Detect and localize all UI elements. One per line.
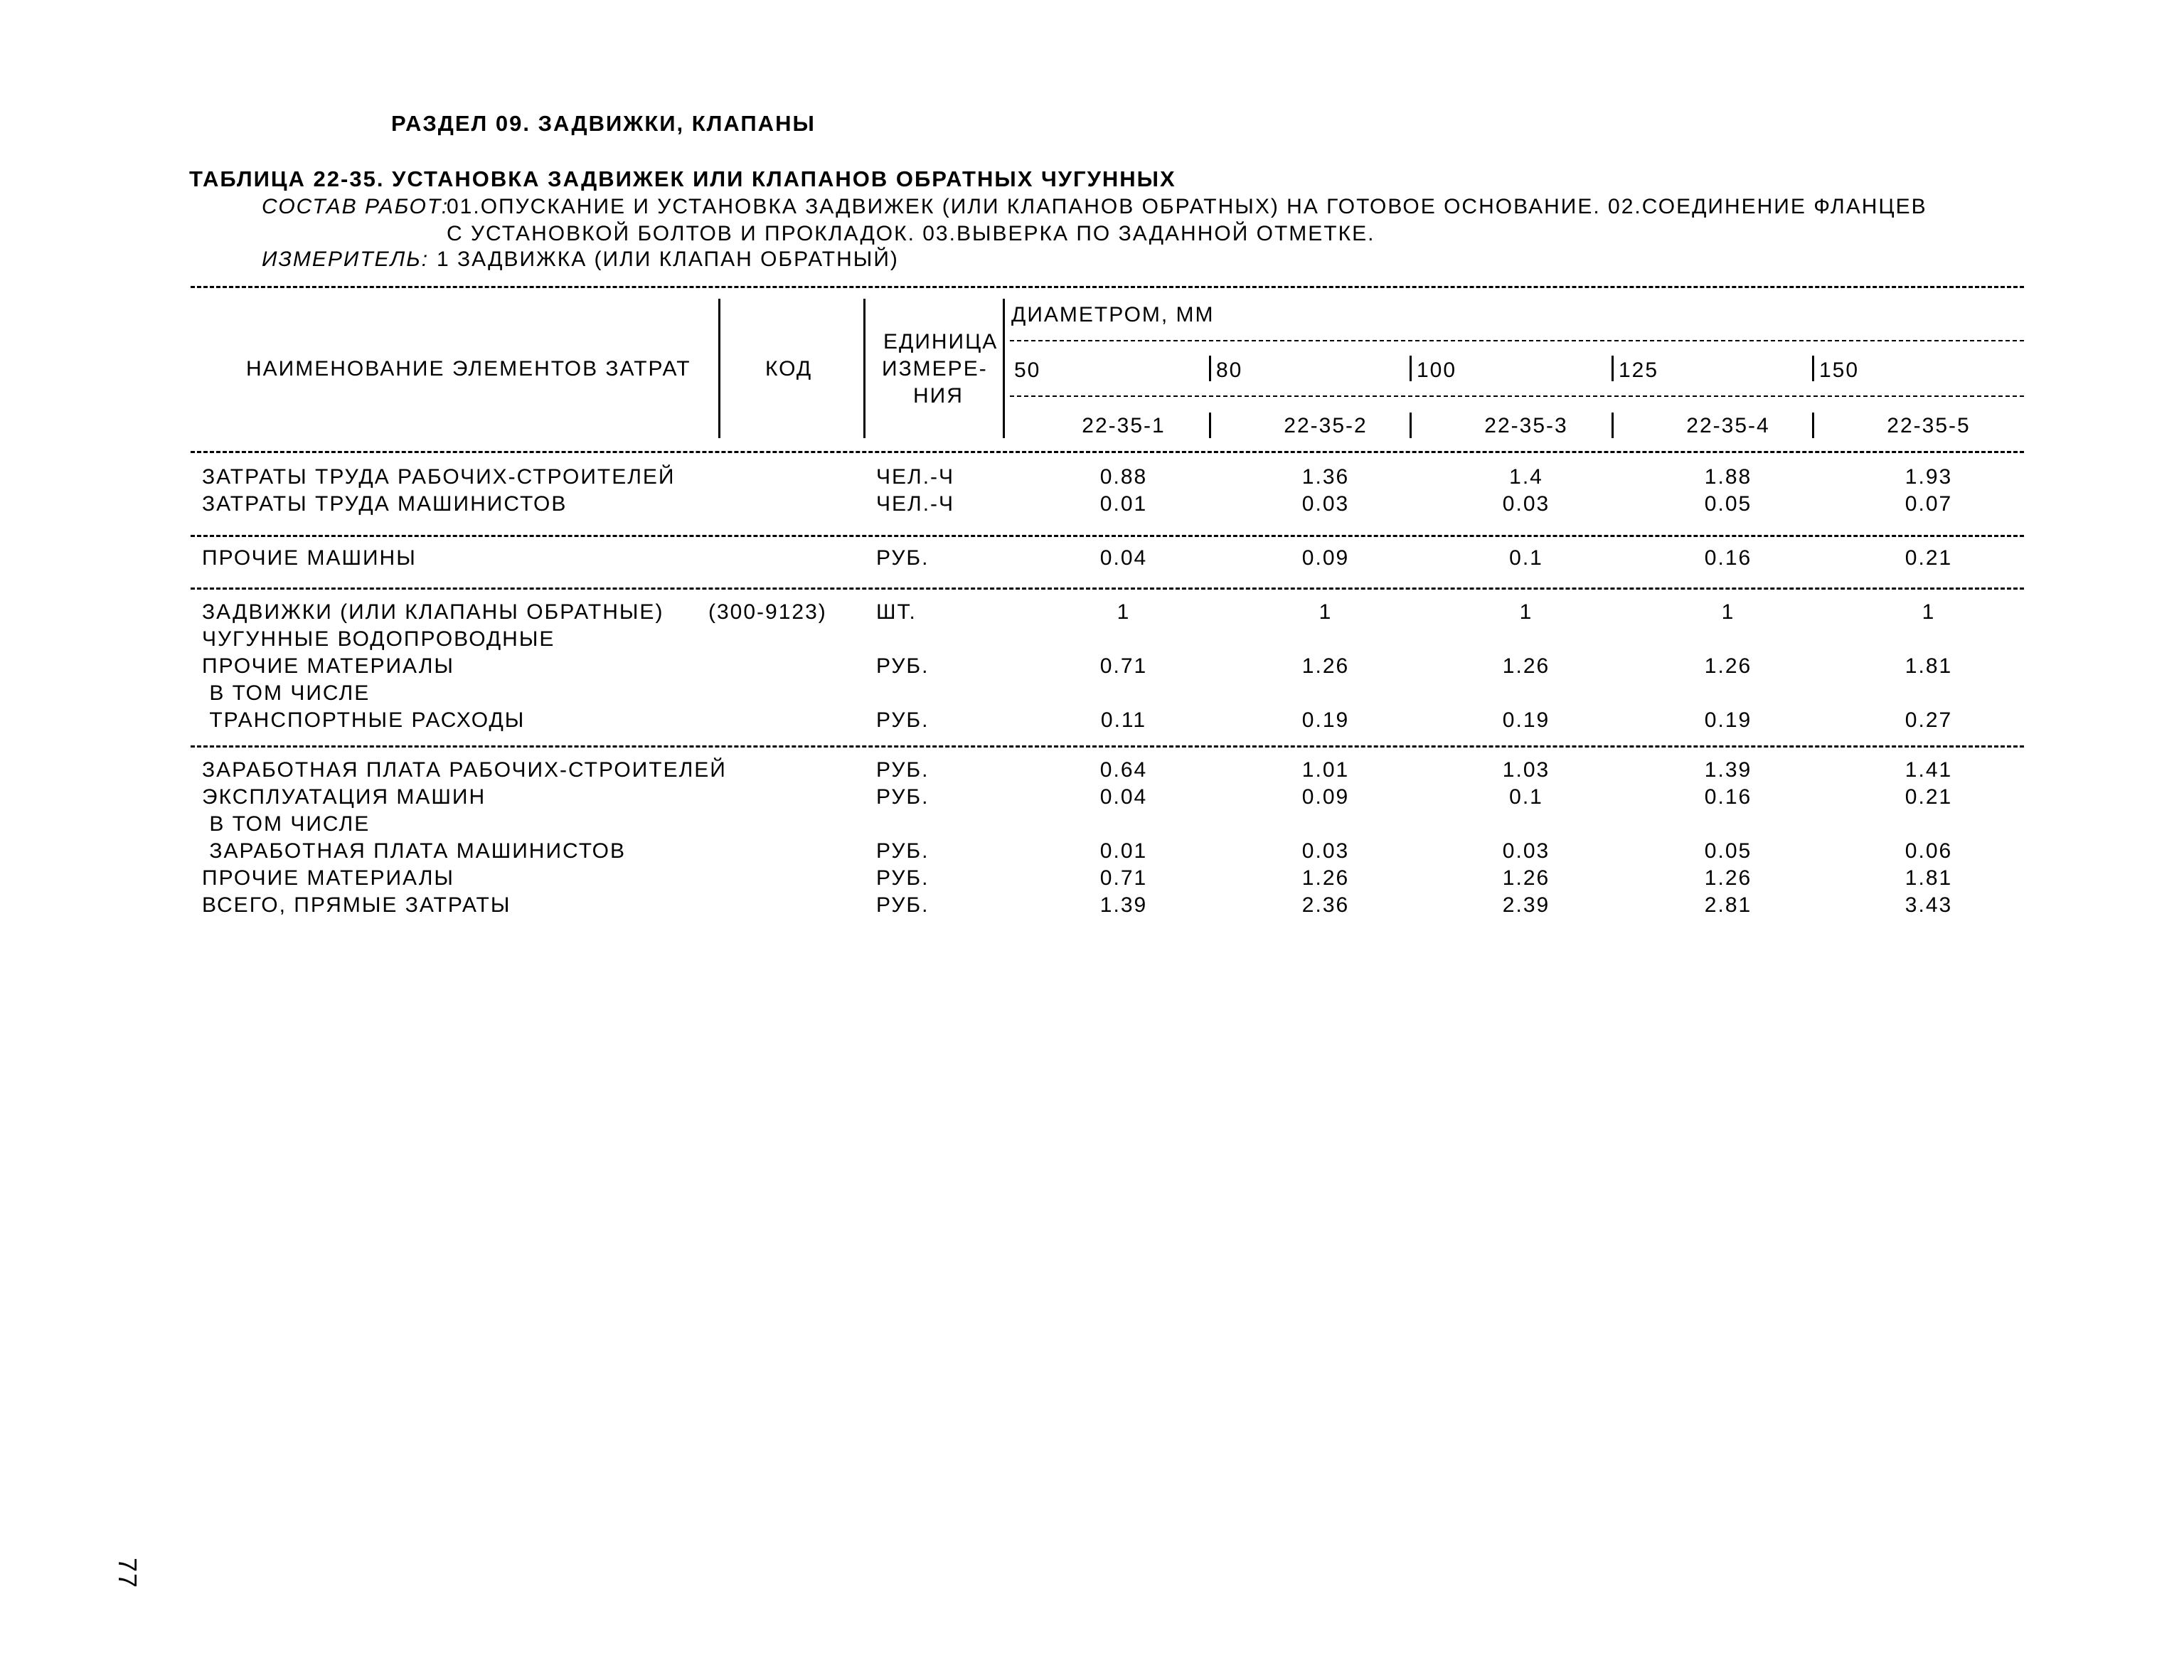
diameter-125: 125	[1619, 358, 1659, 382]
row-name: ЗАРАБОТНАЯ ПЛАТА РАБОЧИХ-СТРОИТЕЛЕЙ	[202, 758, 727, 782]
row-value-4: 0.05	[1704, 492, 1752, 516]
diameter-80: 80	[1216, 358, 1243, 382]
row-unit: РУБ.	[876, 654, 929, 678]
row-value-4: 1	[1721, 600, 1735, 624]
row-value-5: 1.41	[1905, 758, 1953, 782]
header-divider-c4	[1612, 413, 1614, 438]
row-value-2: 0.09	[1301, 546, 1350, 570]
row-value-1: 0.01	[1099, 839, 1148, 863]
row-name: ЗАТРАТЫ ТРУДА МАШИНИСТОВ	[202, 492, 568, 516]
row-value-3: 1.4	[1509, 465, 1543, 489]
row-name: ТРАНСПОРТНЫЕ РАСХОДЫ	[202, 708, 526, 732]
header-divider-d125	[1612, 356, 1614, 381]
row-value-4: 1.39	[1704, 758, 1752, 782]
diameter-50: 50	[1014, 358, 1041, 382]
row-value-4: 1.26	[1704, 654, 1752, 678]
row-value-5: 1.81	[1905, 654, 1953, 678]
row-value-5: 1.81	[1905, 866, 1953, 890]
row-unit: ЧЕЛ.-Ч	[876, 465, 955, 489]
row-value-2: 1	[1319, 600, 1333, 624]
row-value-5: 3.43	[1905, 893, 1953, 917]
row-value-1: 0.11	[1100, 708, 1147, 732]
section-title: РАЗДЕЛ 09. ЗАДВИЖКИ, КЛАПАНЫ	[391, 111, 816, 136]
group-rule-1	[191, 535, 2024, 537]
header-unit-3: НИЯ	[913, 384, 964, 408]
header-divider-d80	[1209, 356, 1211, 381]
column-code-3: 22-35-3	[1484, 414, 1568, 437]
row-value-3: 0.19	[1502, 708, 1550, 732]
row-unit: РУБ.	[876, 839, 929, 863]
row-value-1: 1	[1117, 600, 1131, 624]
row-name: ЧУГУННЫЕ ВОДОПРОВОДНЫЕ	[202, 627, 555, 651]
column-code-4: 22-35-4	[1686, 414, 1770, 437]
work-composition-line-2: С УСТАНОВКОЙ БОЛТОВ И ПРОКЛАДОК. 03.ВЫВЕРКА ПО ЗАДАННОЙ ОТМЕТКЕ.	[447, 222, 1375, 245]
row-value-5: 0.06	[1905, 839, 1953, 863]
header-divider-unit	[1003, 299, 1005, 438]
row-value-3: 0.03	[1502, 839, 1550, 863]
row-value-1: 0.71	[1099, 654, 1148, 678]
row-name: ЗАДВИЖКИ (ИЛИ КЛАПАНЫ ОБРАТНЫЕ)	[202, 600, 664, 624]
row-name: В ТОМ ЧИСЛЕ	[202, 681, 371, 705]
page-number: 77	[113, 1558, 142, 1590]
row-value-2: 0.09	[1301, 785, 1350, 809]
group-rule-3	[191, 745, 2024, 748]
row-value-2: 1.26	[1301, 654, 1350, 678]
row-unit: РУБ.	[876, 785, 929, 809]
table-title: ТАБЛИЦА 22-35. УСТАНОВКА ЗАДВИЖЕК ИЛИ КЛАПАНОВ ОБРАТНЫХ ЧУГУННЫХ	[189, 166, 1176, 191]
row-value-2: 1.26	[1301, 866, 1350, 890]
row-name: ПРОЧИЕ МАШИНЫ	[202, 546, 417, 570]
column-code-2: 22-35-2	[1284, 414, 1368, 437]
meter-label: ИЗМЕРИТЕЛЬ:	[262, 248, 430, 271]
row-value-1: 0.04	[1099, 785, 1148, 809]
header-bottom-rule	[191, 451, 2024, 453]
diameter-150: 150	[1819, 358, 1860, 382]
column-code-1: 22-35-1	[1082, 414, 1166, 437]
row-value-4: 0.16	[1704, 785, 1752, 809]
column-code-5: 22-35-5	[1887, 414, 1971, 437]
row-value-5: 1.93	[1905, 465, 1953, 489]
work-composition-line-1: 01.ОПУСКАНИЕ И УСТАНОВКА ЗАДВИЖЕК (ИЛИ КЛАПАНОВ ОБРАТНЫХ) НА ГОТОВОЕ ОСНОВАНИЕ. 02.СОЕДИНЕНИЕ ФЛАНЦЕВ	[447, 195, 1927, 218]
header-unit-2: ИЗМЕРЕ-	[882, 357, 988, 381]
row-value-2: 0.19	[1301, 708, 1350, 732]
row-value-3: 1.26	[1502, 866, 1550, 890]
row-name: ЗАТРАТЫ ТРУДА РАБОЧИХ-СТРОИТЕЛЕЙ	[202, 465, 676, 489]
row-name: В ТОМ ЧИСЛЕ	[202, 812, 371, 836]
row-value-1: 0.64	[1099, 758, 1148, 782]
row-value-2: 1.36	[1301, 465, 1350, 489]
row-value-5: 0.07	[1905, 492, 1953, 516]
row-unit: РУБ.	[876, 546, 929, 570]
row-name: ПРОЧИЕ МАТЕРИАЛЫ	[202, 654, 454, 678]
row-value-4: 1.88	[1704, 465, 1752, 489]
work-composition-label: СОСТАВ РАБОТ:	[262, 195, 449, 218]
header-diameter-rule	[1010, 340, 2024, 341]
header-diameter: ДИАМЕТРОМ, ММ	[1011, 303, 1215, 326]
group-rule-2	[191, 588, 2024, 590]
row-value-1: 0.04	[1099, 546, 1148, 570]
row-value-5: 0.21	[1905, 785, 1953, 809]
header-code: КОД	[765, 357, 813, 381]
header-divider-name	[718, 299, 720, 438]
row-value-3: 2.39	[1502, 893, 1550, 917]
row-name: ВСЕГО, ПРЯМЫЕ ЗАТРАТЫ	[202, 893, 511, 917]
row-code: (300-9123)	[708, 600, 827, 624]
header-top-rule	[191, 286, 2024, 288]
row-unit: РУБ.	[876, 758, 929, 782]
row-value-5: 0.27	[1905, 708, 1953, 732]
row-value-4: 2.81	[1704, 893, 1752, 917]
header-divider-c3	[1410, 413, 1412, 438]
row-value-3: 1.26	[1502, 654, 1550, 678]
header-divider-c2	[1209, 413, 1211, 438]
row-value-4: 0.16	[1704, 546, 1752, 570]
row-value-5: 0.21	[1905, 546, 1953, 570]
row-name: ПРОЧИЕ МАТЕРИАЛЫ	[202, 866, 454, 890]
header-codes-rule	[1010, 395, 2024, 397]
header-divider-d150	[1812, 356, 1814, 381]
row-unit: РУБ.	[876, 708, 929, 732]
row-value-1: 0.88	[1099, 465, 1148, 489]
row-unit: ЧЕЛ.-Ч	[876, 492, 955, 516]
row-value-2: 0.03	[1301, 492, 1350, 516]
header-divider-c5	[1812, 413, 1814, 438]
row-unit: РУБ.	[876, 893, 929, 917]
row-value-3: 1	[1519, 600, 1533, 624]
row-value-2: 2.36	[1301, 893, 1350, 917]
row-value-2: 1.01	[1301, 758, 1350, 782]
row-value-5: 1	[1922, 600, 1936, 624]
row-name: ЭКСПЛУАТАЦИЯ МАШИН	[202, 785, 486, 809]
diameter-100: 100	[1417, 358, 1457, 382]
row-value-3: 1.03	[1502, 758, 1550, 782]
row-value-4: 0.05	[1704, 839, 1752, 863]
header-name: НАИМЕНОВАНИЕ ЭЛЕМЕНТОВ ЗАТРАТ	[246, 357, 691, 381]
row-value-3: 0.03	[1502, 492, 1550, 516]
header-divider-d100	[1410, 356, 1412, 381]
meter-value: 1 ЗАДВИЖКА (ИЛИ КЛАПАН ОБРАТНЫЙ)	[437, 248, 899, 271]
row-name: ЗАРАБОТНАЯ ПЛАТА МАШИНИСТОВ	[202, 839, 627, 863]
row-value-4: 0.19	[1704, 708, 1752, 732]
row-value-1: 0.71	[1099, 866, 1148, 890]
row-value-4: 1.26	[1704, 866, 1752, 890]
row-value-1: 1.39	[1099, 893, 1148, 917]
row-value-3: 0.1	[1509, 546, 1543, 570]
row-unit: РУБ.	[876, 866, 929, 890]
row-value-1: 0.01	[1099, 492, 1148, 516]
row-unit: ШТ.	[876, 600, 917, 624]
header-divider-code	[863, 299, 865, 438]
row-value-2: 0.03	[1301, 839, 1350, 863]
row-value-3: 0.1	[1509, 785, 1543, 809]
header-unit-1: ЕДИНИЦА	[883, 330, 998, 353]
